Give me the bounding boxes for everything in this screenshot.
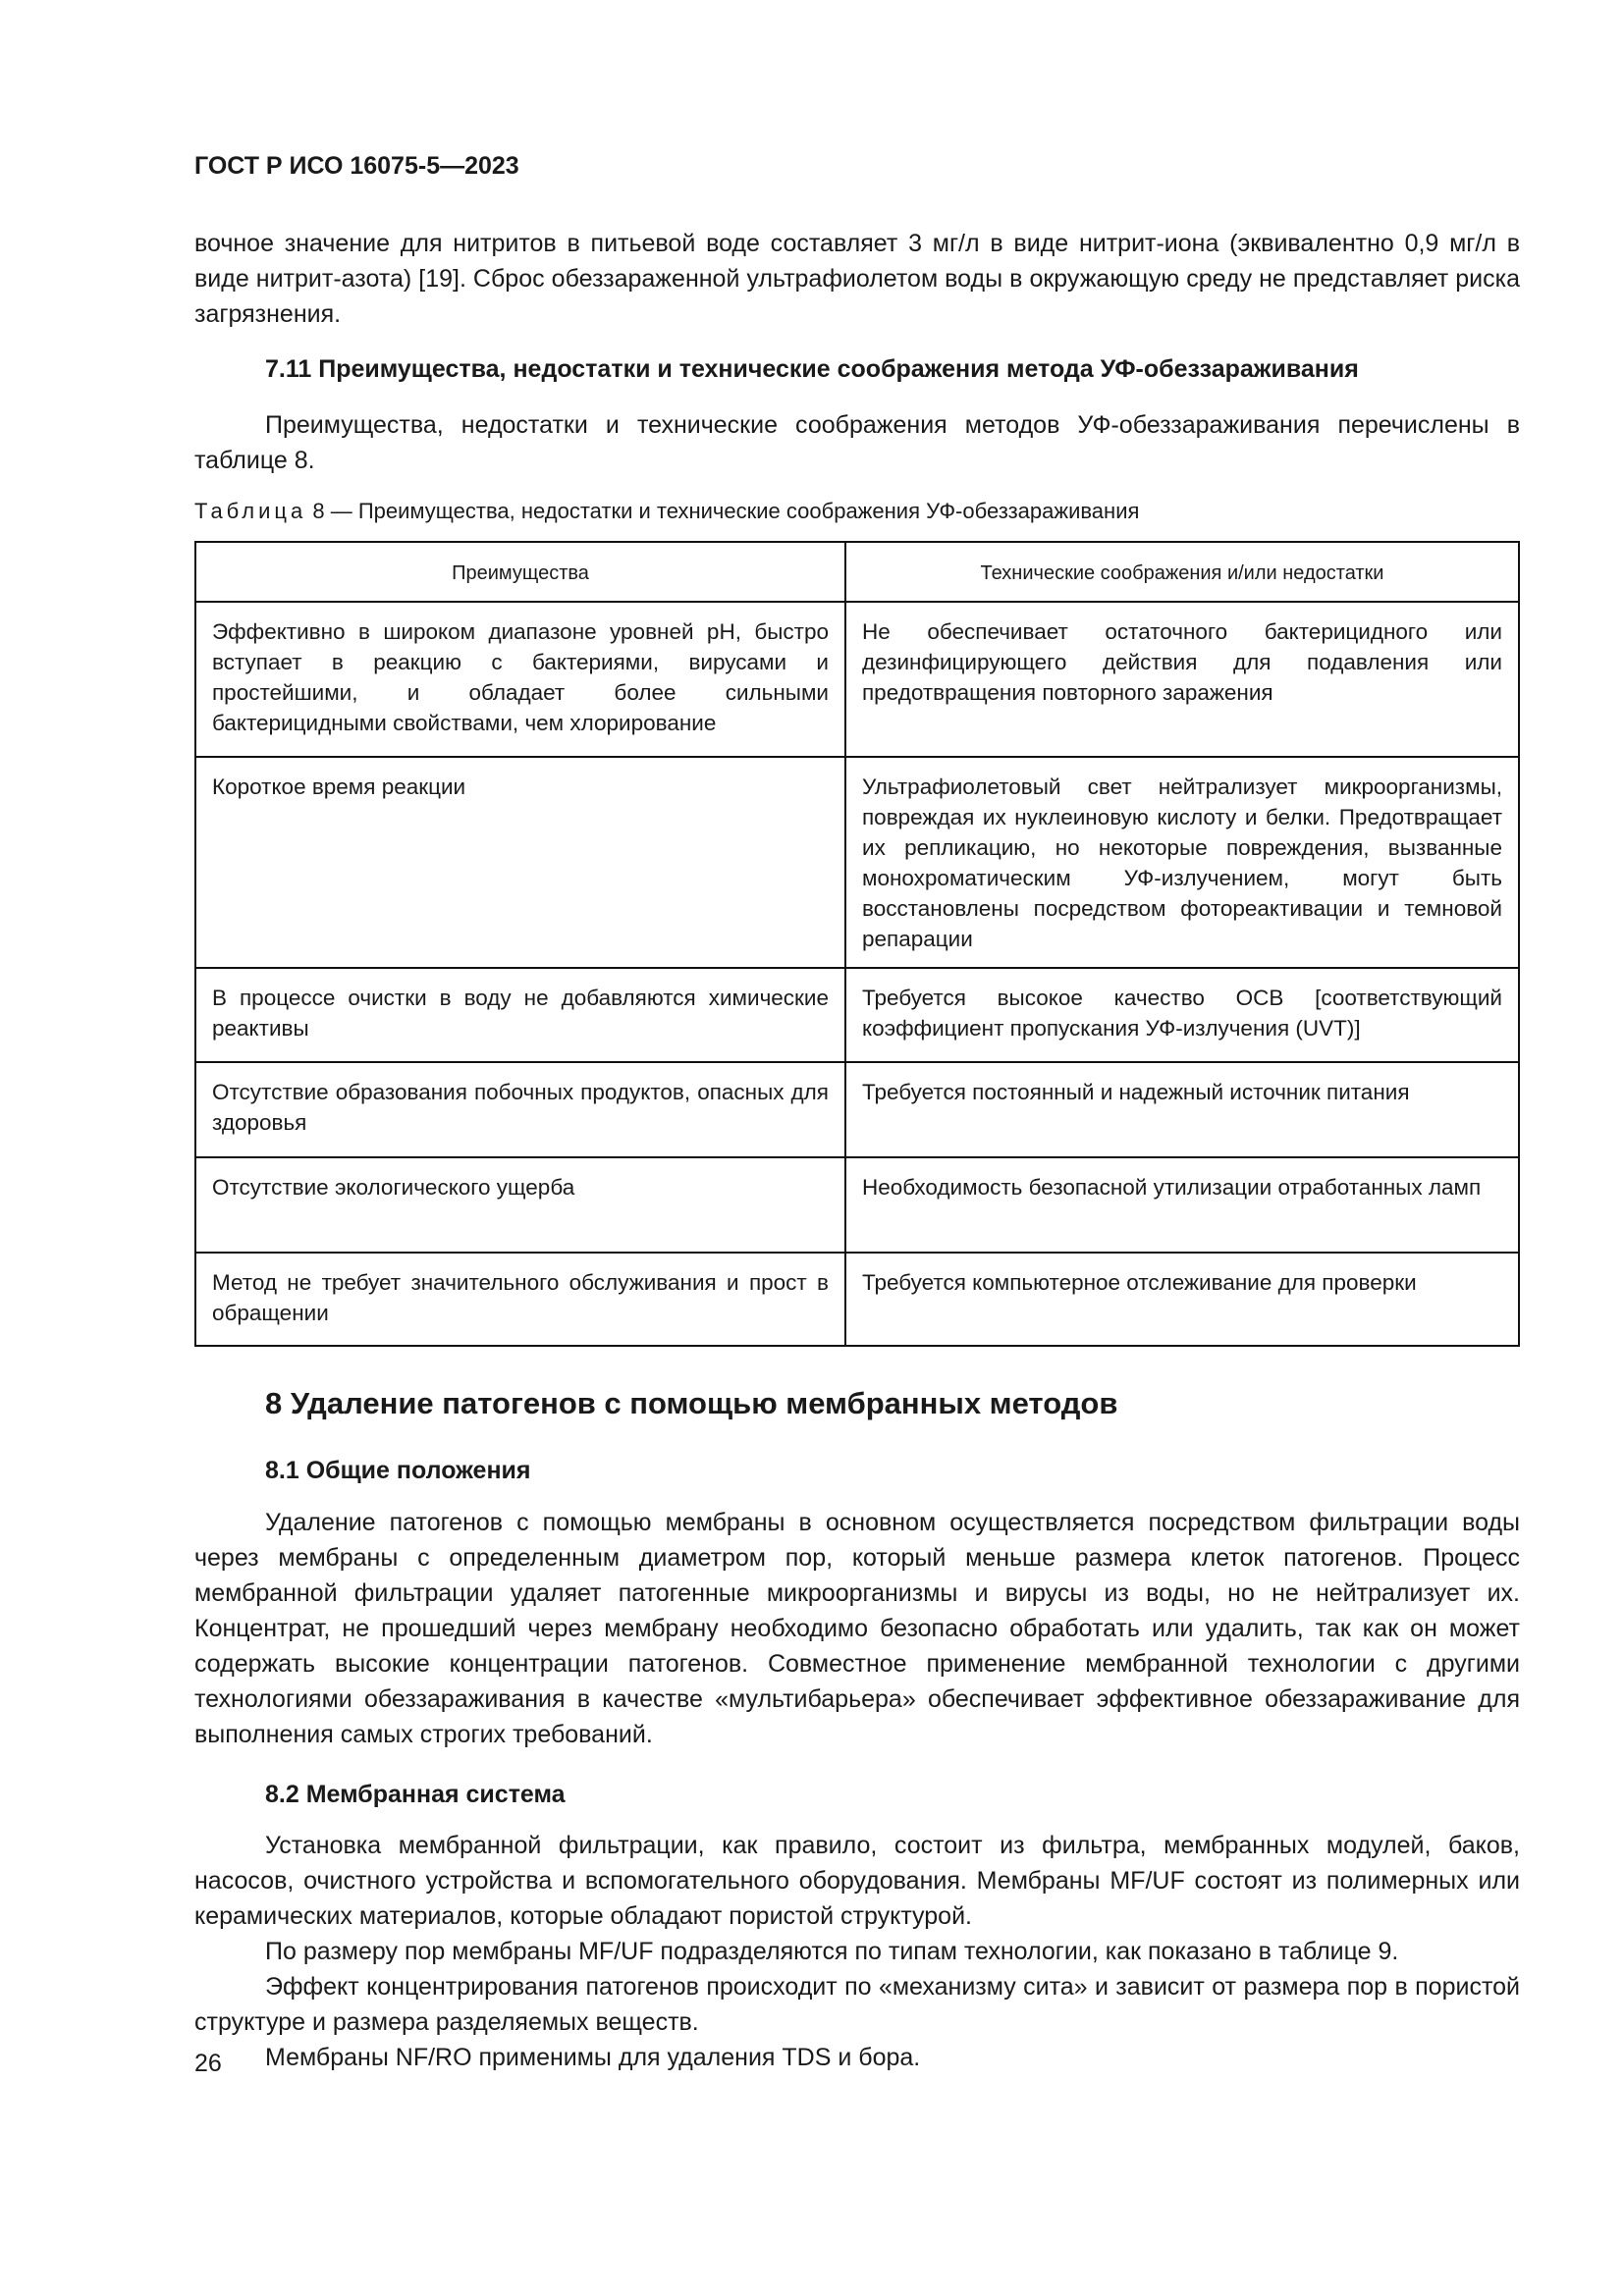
table-cell: Необходимость безопасной утилизации отработанных ламп — [845, 1157, 1519, 1253]
paragraph: Эффект концентрирования патогенов происходит по «механизму сита» и зависит от размера пор в пористой структуре и размера разделяемых веществ. — [194, 1973, 1520, 2036]
table-cell: Эффективно в широком диапазоне уровней pH, быстро вступает в реакцию с бактериями, вирусами и простейшими, и обладает более сильными бактерицидными свойствами, чем хлорирование — [195, 602, 845, 757]
table-cell: Метод не требует значительного обслуживания и прост в обращении — [195, 1253, 845, 1346]
paragraph: Мембраны NF/RO применимы для удаления TDS и бора. — [265, 2044, 921, 2071]
document-header: ГОСТ Р ИСО 16075-5—2023 — [194, 152, 519, 180]
table-cell: Отсутствие образования побочных продуктов, опасных для здоровья — [195, 1062, 845, 1157]
table-8 — [194, 541, 1520, 1347]
caption-text: 8 — Преимущества, недостатки и технические соображения УФ-обеззараживания — [306, 499, 1140, 523]
table-header-row — [195, 542, 1519, 602]
section-heading-7-11: 7.11 Преимущества, недостатки и технические соображения метода УФ-обеззараживания — [265, 355, 1359, 383]
table-cell: Требуется высокое качество ОСВ [соответствующий коэффициент пропускания УФ-излучения (UVT)] — [845, 968, 1519, 1062]
table-row — [195, 1157, 1519, 1253]
paragraph: Установка мембранной фильтрации, как правило, состоит из фильтра, мембранных модулей, баков, насосов, очистного устройства и вспомогательного оборудования. Мембраны MF/UF состоят из полимерных или керамических материалов, которые обладают пористой структурой. — [194, 1832, 1520, 1930]
table-cell: Ультрафиолетовый свет нейтрализует микроорганизмы, повреждая их нуклеиновую кислоту и белки. Предотвращает их репликацию, но некоторые повреждения, вызванные монохроматическим УФ-излучением, могут быть восстановлены посредством фотореактивации и темновой репарации — [845, 757, 1519, 968]
table-cell: Требуется компьютерное отслеживание для проверки — [845, 1253, 1519, 1346]
table-cell: Отсутствие экологического ущерба — [195, 1157, 845, 1253]
table-row — [195, 968, 1519, 1062]
table-row — [195, 1062, 1519, 1157]
paragraph: Преимущества, недостатки и технические соображения методов УФ-обеззараживания перечислены в таблице 8. — [194, 411, 1520, 474]
table-cell: Короткое время реакции — [195, 757, 845, 968]
section-heading-8-1: 8.1 Общие положения — [265, 1457, 531, 1484]
column-header: Преимущества — [195, 542, 845, 602]
paragraph: По размеру пор мембраны MF/UF подразделяются по типам технологии, как показано в таблице 9. — [265, 1938, 1399, 1965]
page-number: 26 — [194, 2050, 222, 2077]
paragraph: Удаление патогенов с помощью мембраны в основном осуществляется посредством фильтрации воды через мембраны с определенным диаметром пор, который меньше размера клеток патогенов. Процесс мембранной фильтрации удаляет патогенные микроорганизмы и вирусы из воды, но не нейтрализует их. Концентрат, не прошедший через мембрану необходимо безопасно обработать или удалить, так как он может содержать высокие концентрации патогенов. Совместное применение мембранной технологии с другими технологиями обеззараживания в качестве «мультибарьера» обеспечивает эффективное обеззараживание для выполнения самых строгих требований. — [194, 1509, 1520, 1748]
section-heading-8: 8 Удаление патогенов с помощью мембранных методов — [265, 1386, 1118, 1420]
table-row — [195, 602, 1519, 757]
table-caption — [194, 499, 1139, 524]
table-cell: Требуется постоянный и надежный источник питания — [845, 1062, 1519, 1157]
table-row — [195, 757, 1519, 968]
section-8-2-body — [194, 1828, 1520, 2075]
column-header: Технические соображения и/или недостатки — [845, 542, 1519, 602]
table-row — [195, 1253, 1519, 1346]
paragraph: вочное значение для нитритов в питьевой воде составляет 3 мг/л в виде нитрит-иона (эквивалентно 0,9 мг/л в виде нитрит-азота) [19]. Сброс обеззараженной ультрафиолетом воды в окружающую среду не представляет риска загрязнения. — [194, 230, 1520, 328]
table-cell: В процессе очистки в воду не добавляются химические реактивы — [195, 968, 845, 1062]
table-cell: Не обеспечивает остаточного бактерицидного или дезинфицирующего действия для подавления или предотвращения повторного заражения — [845, 602, 1519, 757]
caption-label: Таблица — [194, 499, 307, 523]
section-heading-8-2: 8.2 Мембранная система — [265, 1781, 566, 1808]
